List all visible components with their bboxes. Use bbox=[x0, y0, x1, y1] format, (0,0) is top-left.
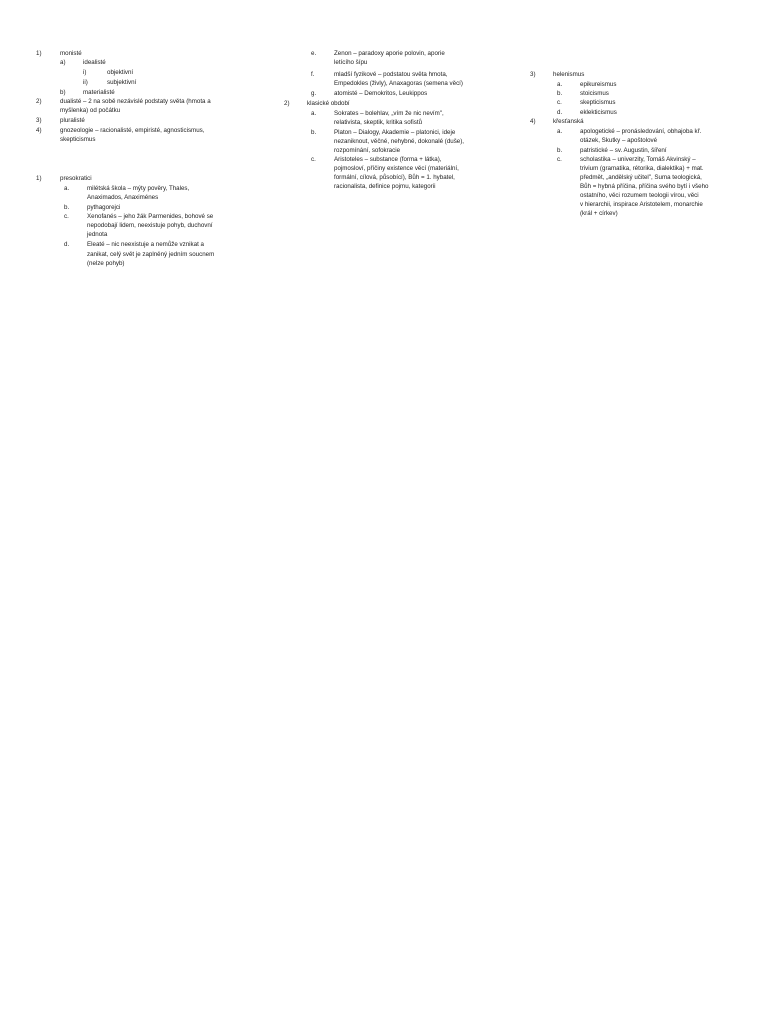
list-marker: ii) bbox=[83, 79, 88, 86]
list-item: skepticismus bbox=[580, 99, 616, 106]
list-item-continued: letícího šípu bbox=[334, 59, 368, 66]
list-item: scholastika – univerzity, Tomáš Akvinský – bbox=[580, 156, 696, 163]
list-marker: b. bbox=[557, 147, 563, 154]
list-item: pythagorejci bbox=[87, 204, 121, 211]
list-item: mladší fyzikové – podstatou světa hmota, bbox=[334, 71, 448, 78]
list-item-continued: nepodobají lidem, neexistuje pohyb, duchovní bbox=[87, 222, 213, 229]
list-marker: a) bbox=[60, 59, 66, 66]
list-item-continued: skepticismus bbox=[60, 136, 96, 143]
list-marker: f. bbox=[311, 71, 315, 78]
list-marker: b. bbox=[557, 90, 563, 97]
list-marker: 2) bbox=[284, 100, 290, 107]
list-marker: g. bbox=[311, 90, 317, 97]
list-item: Zenon – paradoxy aporie polovin, aporie bbox=[334, 50, 445, 57]
list-marker: 3) bbox=[530, 71, 536, 78]
list-marker: c. bbox=[557, 99, 562, 106]
list-item-continued: (nelze pohyb) bbox=[87, 260, 125, 267]
list-item-continued: myšlenka) od počátku bbox=[60, 107, 121, 114]
list-marker: a. bbox=[557, 128, 563, 135]
list-item: gnozeologie – racionalisté, empiristé, agnosticismus, bbox=[60, 127, 205, 134]
list-marker: a. bbox=[557, 81, 563, 88]
list-item-continued: Bůh = hybná příčina, příčina svého bytí i všeho bbox=[580, 183, 709, 190]
list-item: materialisté bbox=[83, 89, 115, 96]
list-item: Sokrates – bolehlav, „vím že nic nevím", bbox=[334, 110, 444, 117]
list-marker: i) bbox=[83, 69, 87, 76]
list-marker: c. bbox=[64, 213, 69, 220]
list-item: patristické – sv. Augustin, šíření bbox=[580, 147, 667, 154]
list-marker: 1) bbox=[36, 50, 42, 57]
list-marker: d. bbox=[64, 241, 70, 248]
list-marker: d. bbox=[557, 109, 563, 116]
list-item: Platon – Dialogy, Akademie – platonici, ideje bbox=[334, 129, 456, 136]
list-item: subjektivní bbox=[107, 79, 137, 86]
list-marker: 4) bbox=[36, 127, 42, 134]
list-marker: a. bbox=[64, 185, 70, 192]
list-item-continued: Anaximados, Anaximénes bbox=[87, 194, 159, 201]
list-item-continued: racionalista, definice pojmu, kategorii bbox=[334, 183, 436, 190]
list-item: eklekticismus bbox=[580, 109, 617, 116]
list-item-continued: ostatního, věci rozumem teologii vírou, věci bbox=[580, 192, 699, 199]
list-marker: b. bbox=[64, 204, 70, 211]
list-marker: 1) bbox=[36, 175, 42, 182]
list-item: monisté bbox=[60, 50, 82, 57]
list-item-continued: formální, cílová, působící), Bůh = 1. hybatel, bbox=[334, 174, 455, 181]
list-item: stoicismus bbox=[580, 90, 609, 97]
list-item-continued: předmět, „andělský učitel", Suma teologická, bbox=[580, 174, 702, 181]
list-item-continued: Empedokles (živly), Anaxagoras (semena věcí) bbox=[334, 80, 463, 87]
list-item: objektivní bbox=[107, 69, 134, 76]
list-marker: 3) bbox=[36, 117, 42, 124]
list-item-continued: relativista, skeptik, kritika sofistů bbox=[334, 119, 423, 126]
list-item: apologetické – pronásledování, obhajoba kř. bbox=[580, 128, 702, 135]
list-item: helenismus bbox=[553, 71, 585, 78]
list-item-continued: pojmosloví, příčiny existence věcí (materiální, bbox=[334, 165, 459, 172]
list-marker: 4) bbox=[530, 118, 536, 125]
list-marker: c. bbox=[557, 156, 562, 163]
list-item-continued: otázek, Skutky – apoštolové bbox=[580, 137, 658, 144]
list-item: dualisté – 2 na sobě nezávislé podstaty světa (hmota a bbox=[60, 98, 211, 105]
list-item-continued: rozpomínání, sofokracie bbox=[334, 147, 401, 154]
list-item: Aristoteles – substance (forma + látka), bbox=[334, 156, 442, 163]
list-marker: a. bbox=[311, 110, 317, 117]
list-item: idealisté bbox=[83, 59, 106, 66]
list-marker: c. bbox=[311, 156, 316, 163]
list-item: milétská škola – mýty pověry, Thales, bbox=[87, 185, 190, 192]
list-marker: 2) bbox=[36, 98, 42, 105]
list-item: křesťanská bbox=[553, 118, 584, 125]
list-item-continued: trivium (gramatika, rétorika, dialektika) + mat. bbox=[580, 165, 704, 172]
list-item: presokratici bbox=[60, 175, 92, 182]
list-item-continued: jednota bbox=[87, 231, 108, 238]
list-item: Xenofanés – jeho žák Parmenides, bohové se bbox=[87, 213, 214, 220]
list-item: atomisté – Demokritos, Leukippos bbox=[334, 90, 428, 97]
list-item: klasické období bbox=[307, 100, 350, 107]
list-marker: e. bbox=[311, 50, 317, 57]
list-item-continued: nezaniknout, věčné, nehybné, dokonalé (duše), bbox=[334, 138, 465, 145]
list-item-continued: (král + církev) bbox=[580, 210, 618, 217]
list-marker: b) bbox=[60, 89, 66, 96]
list-marker: b. bbox=[311, 129, 317, 136]
list-item-continued: v hierarchii, inspirace Aristotelem, monarchie bbox=[580, 201, 703, 208]
list-item: epikureismus bbox=[580, 81, 617, 88]
list-item-continued: zanikat, celý svět je zaplněný jedním soucnem bbox=[87, 251, 215, 258]
list-item: Eleaté – nic neexistuje a nemůže vznikat a bbox=[87, 241, 204, 248]
list-item: pluralisté bbox=[60, 117, 85, 124]
